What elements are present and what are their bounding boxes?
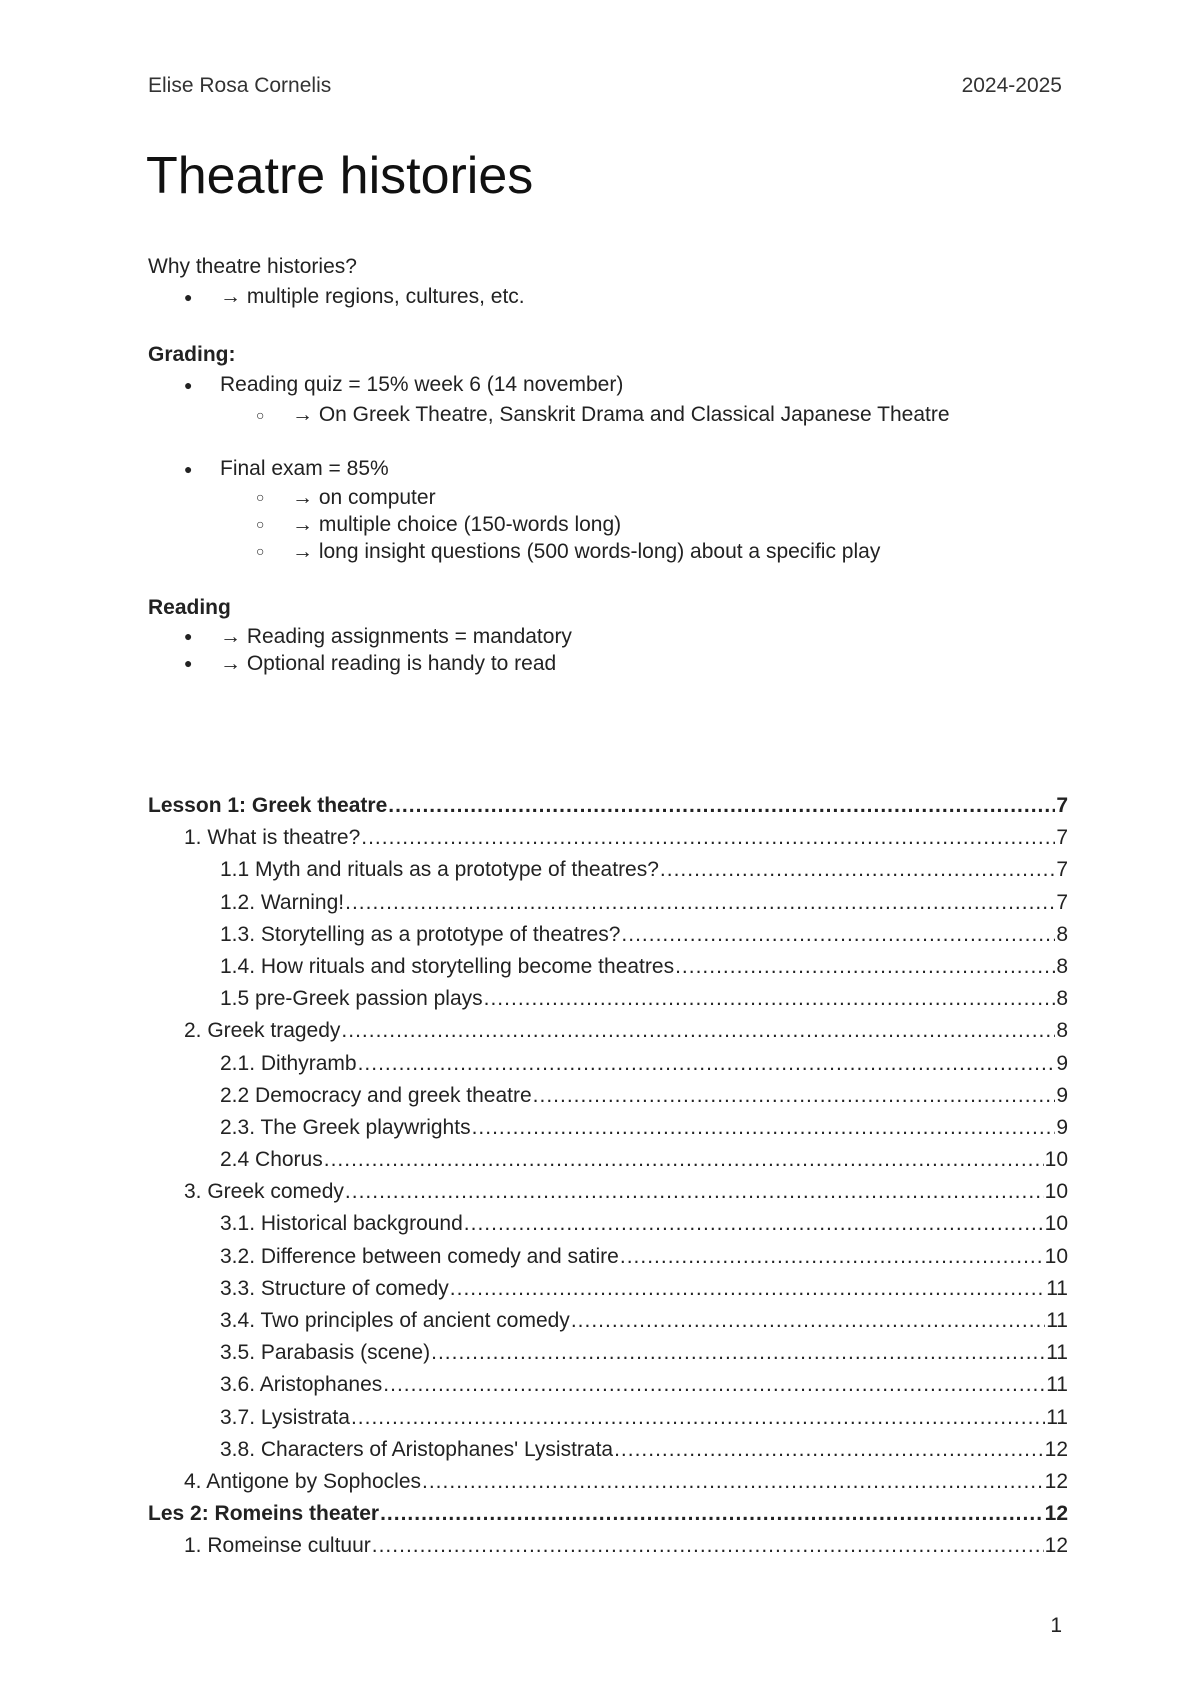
toc-entry[interactable]	[148, 1498, 1068, 1530]
toc-entry[interactable]	[148, 1402, 1068, 1434]
table-of-contents	[148, 790, 1068, 1563]
toc-entry[interactable]	[148, 1112, 1068, 1144]
toc-entry[interactable]	[148, 1241, 1068, 1273]
toc-entry-page: 9	[1056, 1083, 1068, 1107]
toc-leader-dots	[372, 1530, 1044, 1562]
toc-entry[interactable]	[148, 951, 1068, 983]
intro-bullet: ● → multiple regions, cultures, etc.	[148, 282, 1068, 312]
toc-leader-dots	[380, 1498, 1044, 1530]
toc-entry-label: 2. Greek tragedy	[184, 1019, 341, 1043]
toc-leader-dots	[361, 822, 1055, 854]
toc-entry-page: 8	[1056, 1019, 1068, 1043]
toc-entry-label: 3.8. Characters of Aristophanes' Lysistrata	[220, 1437, 614, 1461]
toc-entry[interactable]	[148, 983, 1068, 1015]
reading-bullet: ● → Reading assignments = mandatory	[148, 623, 1068, 650]
toc-entry[interactable]	[148, 1369, 1068, 1401]
toc-entry-page: 12	[1044, 1437, 1068, 1461]
toc-entry-label: 2.3. The Greek playwrights	[220, 1115, 471, 1139]
toc-entry-page: 7	[1056, 890, 1068, 914]
reading-bullet: ● → Optional reading is handy to read	[148, 650, 1068, 677]
grading-quiz-sub: ○ → On Greek Theatre, Sanskrit Drama and Classical Japanese Theatre	[148, 400, 1068, 430]
toc-entry-label: 2.1. Dithyramb	[220, 1051, 357, 1075]
toc-leader-dots	[464, 1208, 1044, 1240]
toc-entry-page: 7	[1056, 826, 1068, 850]
toc-leader-dots	[383, 1369, 1045, 1401]
toc-entry[interactable]	[148, 1015, 1068, 1047]
toc-entry-page: 10	[1044, 1180, 1068, 1204]
document-title: Theatre histories	[146, 147, 534, 205]
toc-entry-page: 9	[1056, 1115, 1068, 1139]
toc-entry-page: 10	[1044, 1212, 1068, 1236]
toc-entry[interactable]	[148, 854, 1068, 886]
toc-entry-label: 1.5 pre-Greek passion plays	[220, 987, 483, 1011]
toc-entry-label: 2.4 Chorus	[220, 1148, 323, 1172]
toc-leader-dots	[450, 1273, 1045, 1305]
toc-entry[interactable]	[148, 1337, 1068, 1369]
header-year: 2024-2025	[961, 74, 1062, 97]
toc-entry-label: 2.2 Democracy and greek theatre	[220, 1083, 532, 1107]
toc-entry[interactable]	[148, 822, 1068, 854]
toc-leader-dots	[431, 1337, 1045, 1369]
toc-leader-dots	[345, 887, 1055, 919]
toc-entry-label: 3.7. Lysistrata	[220, 1405, 350, 1429]
toc-leader-dots	[571, 1305, 1045, 1337]
toc-entry[interactable]	[148, 1208, 1068, 1240]
toc-leader-dots	[324, 1144, 1044, 1176]
grading-heading: Grading:	[148, 343, 236, 366]
toc-entry-label: 1.2. Warning!	[220, 890, 345, 914]
toc-entry-label: 1. What is theatre?	[184, 826, 361, 850]
toc-entry[interactable]	[148, 790, 1068, 822]
toc-leader-dots	[484, 983, 1056, 1015]
grading-exam-sub: ○ → on computer	[148, 484, 1068, 511]
toc-entry[interactable]	[148, 919, 1068, 951]
toc-entry[interactable]	[148, 1080, 1068, 1112]
intro-content	[148, 252, 1068, 677]
toc-entry-page: 7	[1056, 858, 1068, 882]
grading-exam-sub: ○ → long insight questions (500 words-long) about a specific play	[148, 538, 1068, 565]
toc-leader-dots	[621, 919, 1055, 951]
toc-entry-page: 7	[1056, 794, 1068, 817]
toc-entry-page: 12	[1044, 1534, 1068, 1558]
toc-entry-page: 8	[1056, 987, 1068, 1011]
toc-entry-label: 3.4. Two principles of ancient comedy	[220, 1309, 570, 1332]
toc-entry[interactable]	[148, 1466, 1068, 1498]
intro-question: Why theatre histories?	[148, 255, 357, 278]
toc-entry-page: 12	[1044, 1502, 1068, 1526]
toc-leader-dots	[675, 951, 1055, 983]
toc-leader-dots	[345, 1176, 1044, 1208]
toc-entry[interactable]	[148, 1144, 1068, 1176]
toc-entry-label: 4. Antigone by Sophocles	[184, 1469, 422, 1493]
toc-leader-dots	[422, 1466, 1044, 1498]
toc-entry-page: 10	[1044, 1148, 1068, 1172]
grading-exam-sub: ○ → multiple choice (150-words long)	[148, 511, 1068, 538]
toc-entry-page: 11	[1046, 1309, 1068, 1332]
toc-entry[interactable]	[148, 1530, 1068, 1562]
toc-leader-dots	[614, 1434, 1044, 1466]
toc-entry-label: 3.2. Difference between comedy and satire	[220, 1244, 619, 1268]
toc-entry-label: Les 2: Romeins theater	[148, 1502, 380, 1526]
toc-entry[interactable]	[148, 1048, 1068, 1080]
toc-entry-page: 9	[1056, 1051, 1068, 1075]
toc-entry-page: 8	[1056, 922, 1068, 946]
toc-entry-page: 11	[1046, 1276, 1068, 1300]
toc-entry[interactable]	[148, 1176, 1068, 1208]
toc-entry-label: 3.6. Aristophanes	[220, 1373, 383, 1397]
toc-entry-page: 11	[1046, 1405, 1068, 1429]
page-number: 1	[1050, 1614, 1062, 1637]
toc-entry-page: 12	[1044, 1469, 1068, 1493]
header-author: Elise Rosa Cornelis	[148, 74, 332, 97]
toc-entry[interactable]	[148, 887, 1068, 919]
toc-entry-label: Lesson 1: Greek theatre	[148, 794, 388, 817]
toc-leader-dots	[388, 790, 1055, 822]
toc-entry-page: 8	[1056, 954, 1068, 978]
toc-entry-label: 3.3. Structure of comedy	[220, 1276, 449, 1300]
toc-entry-label: 1.3. Storytelling as a prototype of theatres?	[220, 922, 621, 946]
grading-quiz: ● Reading quiz = 15% week 6 (14 november)	[148, 370, 1068, 400]
toc-entry-page: 11	[1046, 1373, 1068, 1397]
toc-entry-page: 11	[1046, 1341, 1068, 1365]
toc-leader-dots	[341, 1015, 1055, 1047]
toc-entry-label: 3.5. Parabasis (scene)	[220, 1341, 431, 1365]
grading-exam: ● Final exam = 85%	[148, 454, 1068, 484]
toc-leader-dots	[472, 1112, 1056, 1144]
toc-entry-label: 3. Greek comedy	[184, 1180, 344, 1204]
toc-entry-label: 1.1 Myth and rituals as a prototype of theatres?	[220, 858, 659, 882]
toc-leader-dots	[660, 854, 1055, 886]
toc-entry-label: 3.1. Historical background	[220, 1212, 463, 1236]
reading-heading: Reading	[148, 596, 231, 619]
toc-entry[interactable]	[148, 1305, 1068, 1337]
toc-leader-dots	[620, 1241, 1044, 1273]
toc-entry-label: 1. Romeinse cultuur	[184, 1534, 371, 1558]
toc-entry-label: 1.4. How rituals and storytelling become theatres	[220, 954, 675, 978]
toc-leader-dots	[351, 1402, 1045, 1434]
toc-leader-dots	[533, 1080, 1056, 1112]
toc-entry-page: 10	[1044, 1244, 1068, 1268]
toc-leader-dots	[358, 1048, 1056, 1080]
toc-entry[interactable]	[148, 1434, 1068, 1466]
toc-entry[interactable]	[148, 1273, 1068, 1305]
